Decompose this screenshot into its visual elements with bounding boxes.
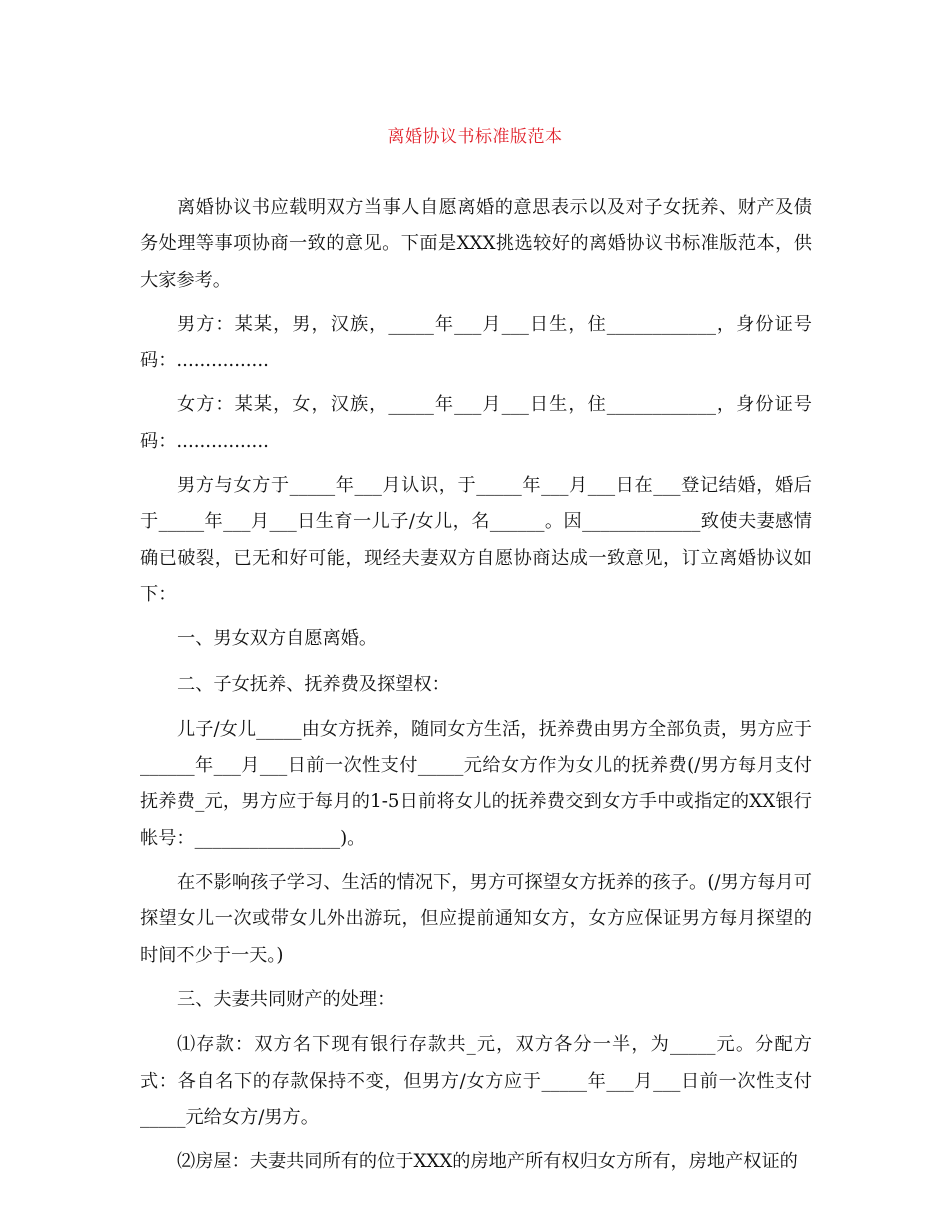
- intro-paragraph: 离婚协议书应载明双方当事人自愿离婚的意思表示以及对子女抚养、财产及债务处理等事项协商一致的意见。下面是XXX挑选较好的离婚协议书标准版范本，供大家参考。: [140, 197, 812, 291]
- deposit-paragraph: ⑴存款：双方名下现有银行存款共_元，双方各分一半，为_____元。分配方式：各自名下的存款保持不变，但男方/女方应于_____年___月___日前一次性支付_____元给女方/男方。: [140, 1034, 812, 1128]
- house-paragraph: ⑵房屋：夫妻共同所有的位于XXX的房地产所有权归女方所有，房地产权证的: [177, 1151, 798, 1173]
- document-title: 离婚协议书标准版范本: [387, 127, 563, 147]
- male-party-paragraph: 男方：某某，男，汉族，_____年___月___日生，住____________，身份证号码：................: [140, 313, 812, 372]
- marriage-background-paragraph: 男方与女方于_____年___月认识，于_____年___月___日在___登记结婚，婚后于_____年___月___日生育一儿子/女儿，名______。因_____________致使夫妻感情确已破裂，已无和好可能，现经夫妻双方自愿协商达成一致意见，订立离婚协议如下：: [140, 475, 812, 605]
- clause-3-heading: 三、夫妻共同财产的处理：: [177, 988, 396, 1010]
- document-body: [140, 190, 812, 1180]
- clause-2-heading: 二、子女抚养、抚养费及探望权：: [177, 673, 450, 695]
- clause-1-heading: 一、男女双方自愿离婚。: [177, 628, 378, 650]
- female-party-paragraph: 女方：某某，女，汉族，_____年___月___日生，住____________，身份证号码：................: [140, 394, 812, 452]
- child-custody-paragraph: 儿子/女儿_____由女方抚养，随同女方生活，抚养费由男方全部负责，男方应于______年___月___日前一次性支付_____元给女方作为女儿的抚养费(/男方每月支付抚养费_元，男方应于每月的1-5日前将女儿的抚养费交到女方手中或指定的XX银行帐号：________________)。: [140, 718, 812, 849]
- visitation-paragraph: 在不影响孩子学习、生活的情况下，男方可探望女方抚养的孩子。(/男方每月可探望女儿一次或带女儿外出游玩，但应提前通知女方，女方应保证男方每月探望的时间不少于一天。): [140, 872, 812, 966]
